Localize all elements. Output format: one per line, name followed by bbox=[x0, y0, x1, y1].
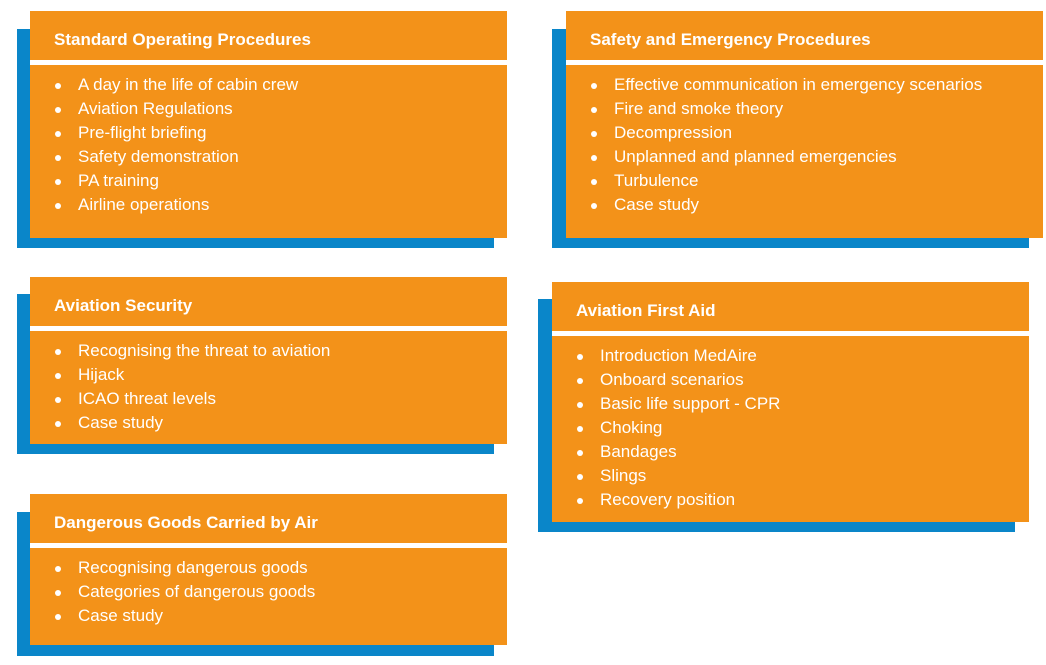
list-item: Bandages bbox=[576, 440, 1029, 464]
list-item: Safety demonstration bbox=[54, 145, 507, 169]
card-panel bbox=[30, 494, 507, 645]
list-item: Recovery position bbox=[576, 488, 1029, 512]
card-panel bbox=[552, 282, 1029, 522]
card-panel bbox=[30, 11, 507, 238]
list-item: Fire and smoke theory bbox=[590, 97, 1043, 121]
card-list bbox=[30, 331, 507, 435]
list-item: Case study bbox=[590, 193, 1043, 217]
list-item: Case study bbox=[54, 604, 507, 628]
card-title: Safety and Emergency Procedures bbox=[566, 11, 1043, 65]
list-item: Categories of dangerous goods bbox=[54, 580, 507, 604]
card-list bbox=[566, 65, 1043, 217]
list-item: Aviation Regulations bbox=[54, 97, 507, 121]
list-item: Recognising dangerous goods bbox=[54, 556, 507, 580]
list-item: PA training bbox=[54, 169, 507, 193]
list-item: Basic life support - CPR bbox=[576, 392, 1029, 416]
card-title: Standard Operating Procedures bbox=[30, 11, 507, 65]
card-title: Dangerous Goods Carried by Air bbox=[30, 494, 507, 548]
list-item: Introduction MedAire bbox=[576, 344, 1029, 368]
card-panel bbox=[30, 277, 507, 444]
list-item: Onboard scenarios bbox=[576, 368, 1029, 392]
card-title: Aviation First Aid bbox=[552, 282, 1029, 336]
list-item: A day in the life of cabin crew bbox=[54, 73, 507, 97]
list-item: ICAO threat levels bbox=[54, 387, 507, 411]
card-list bbox=[552, 336, 1029, 512]
list-item: Airline operations bbox=[54, 193, 507, 217]
list-item: Turbulence bbox=[590, 169, 1043, 193]
list-item: Effective communication in emergency scenarios bbox=[590, 73, 1043, 97]
card-list bbox=[30, 65, 507, 217]
card-list bbox=[30, 548, 507, 628]
list-item: Slings bbox=[576, 464, 1029, 488]
list-item: Case study bbox=[54, 411, 507, 435]
list-item: Choking bbox=[576, 416, 1029, 440]
list-item: Unplanned and planned emergencies bbox=[590, 145, 1043, 169]
list-item: Recognising the threat to aviation bbox=[54, 339, 507, 363]
list-item: Pre-flight briefing bbox=[54, 121, 507, 145]
card-panel bbox=[566, 11, 1043, 238]
list-item: Hijack bbox=[54, 363, 507, 387]
card-title: Aviation Security bbox=[30, 277, 507, 331]
list-item: Decompression bbox=[590, 121, 1043, 145]
